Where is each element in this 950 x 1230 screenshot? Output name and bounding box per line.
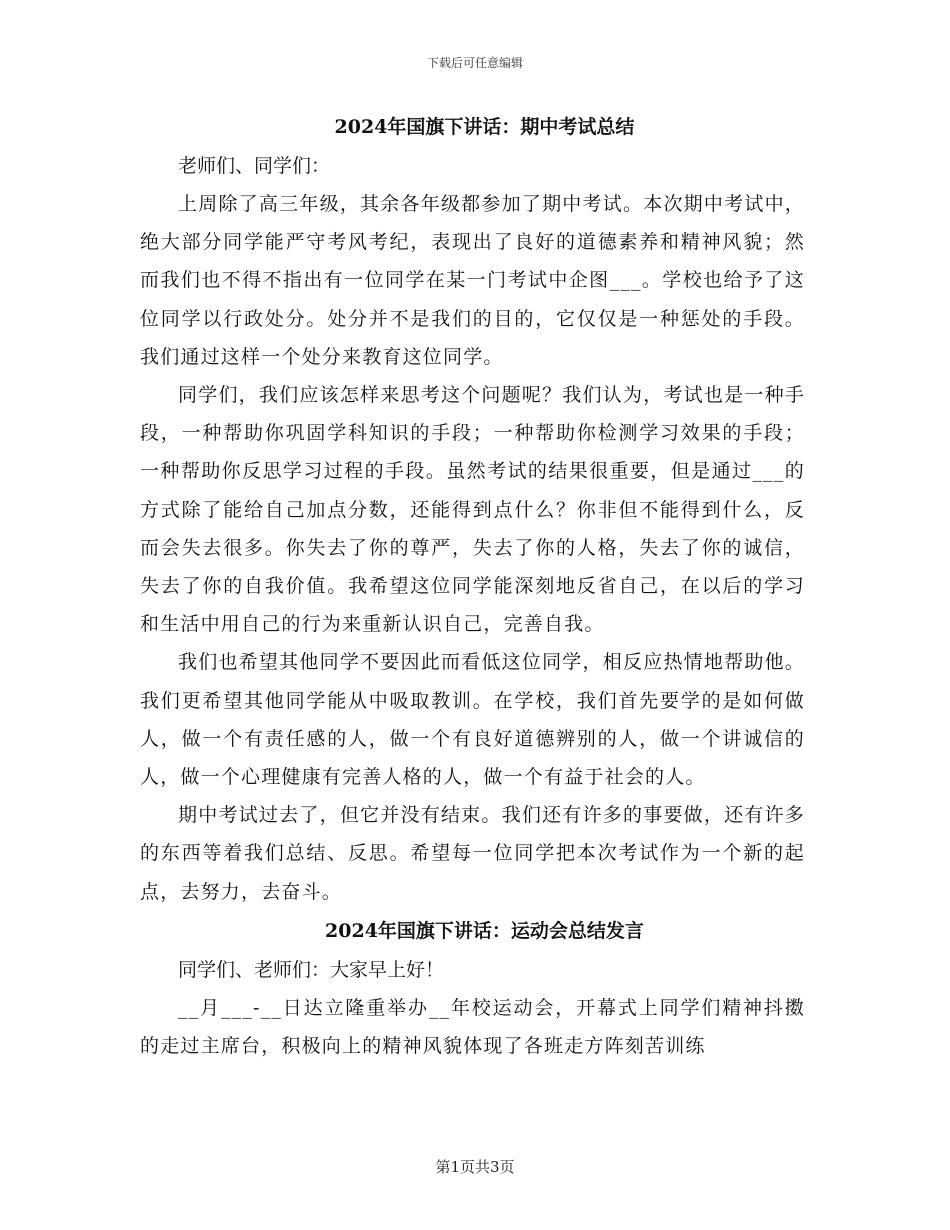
section-sports-meet-speech <box>140 911 805 1065</box>
section-title: 2024年国旗下讲话：运动会总结发言 <box>325 919 644 942</box>
header-note: 下载后可任意编辑 <box>426 56 523 70</box>
paragraph: 我们也希望其他同学不要因此而看低这位同学，相反应热情地帮助他。我们更希望其他同学能从中吸取教训。在学校，我们首先要学的是如何做人，做一个有责任感的人，做一个有良好道德辨别的人，做一个讲诚信的人，做一个心理健康有完善人格的人，做一个有益于社会的人。 <box>140 651 805 789</box>
paragraph: 上周除了高三年级，其余各年级都参加了期中考试。本次期中考试中，绝大部分同学能严守考风考纪，表现出了良好的道德素养和精神风貌；然而我们也不得不指出有一位同学在某一门考试中企图___。学校也给予了这位同学以行政处分。处分并不是我们的目的，它仅仅是一种惩处的手段。我们通过这样一个处分来教育这位同学。 <box>140 193 805 368</box>
document-body <box>140 107 805 1065</box>
page-number: 第1页共3页 <box>435 1158 515 1176</box>
paragraph: 同学们，我们应该怎样来思考这个问题呢？我们认为，考试也是一种手段，一种帮助你巩固学科知识的手段；一种帮助你检测学习效果的手段；一种帮助你反思学习过程的手段。虽然考试的结果很重要，但是通过___的方式除了能给自己加点分数，还能得到点什么？你非但不能得到什么，反而会失去很多。你失去了你的尊严，失去了你的人格，失去了你的诚信，失去了你的自我价值。我希望这位同学能深刻地反省自己，在以后的学习和生活中用自己的行为来重新认识自己，完善自我。 <box>140 384 805 636</box>
salutation: 同学们、老师们：大家早上好！ <box>178 958 445 981</box>
section-title: 2024年国旗下讲话：期中考试总结 <box>334 116 635 138</box>
section-midterm-summary <box>140 107 805 911</box>
salutation: 老师们、同学们： <box>178 155 331 177</box>
paragraph: __月___-__日达立隆重举办__年校运动会，开幕式上同学们精神抖擞的走过主席台，积极向上的精神风貌体现了各班走方阵刻苦训练 <box>140 996 805 1058</box>
paragraph: 期中考试过去了，但它并没有结束。我们还有许多的事要做，还有许多的东西等着我们总结、反思。希望每一位同学把本次考试作为一个新的起点，去努力，去奋斗。 <box>140 804 805 903</box>
